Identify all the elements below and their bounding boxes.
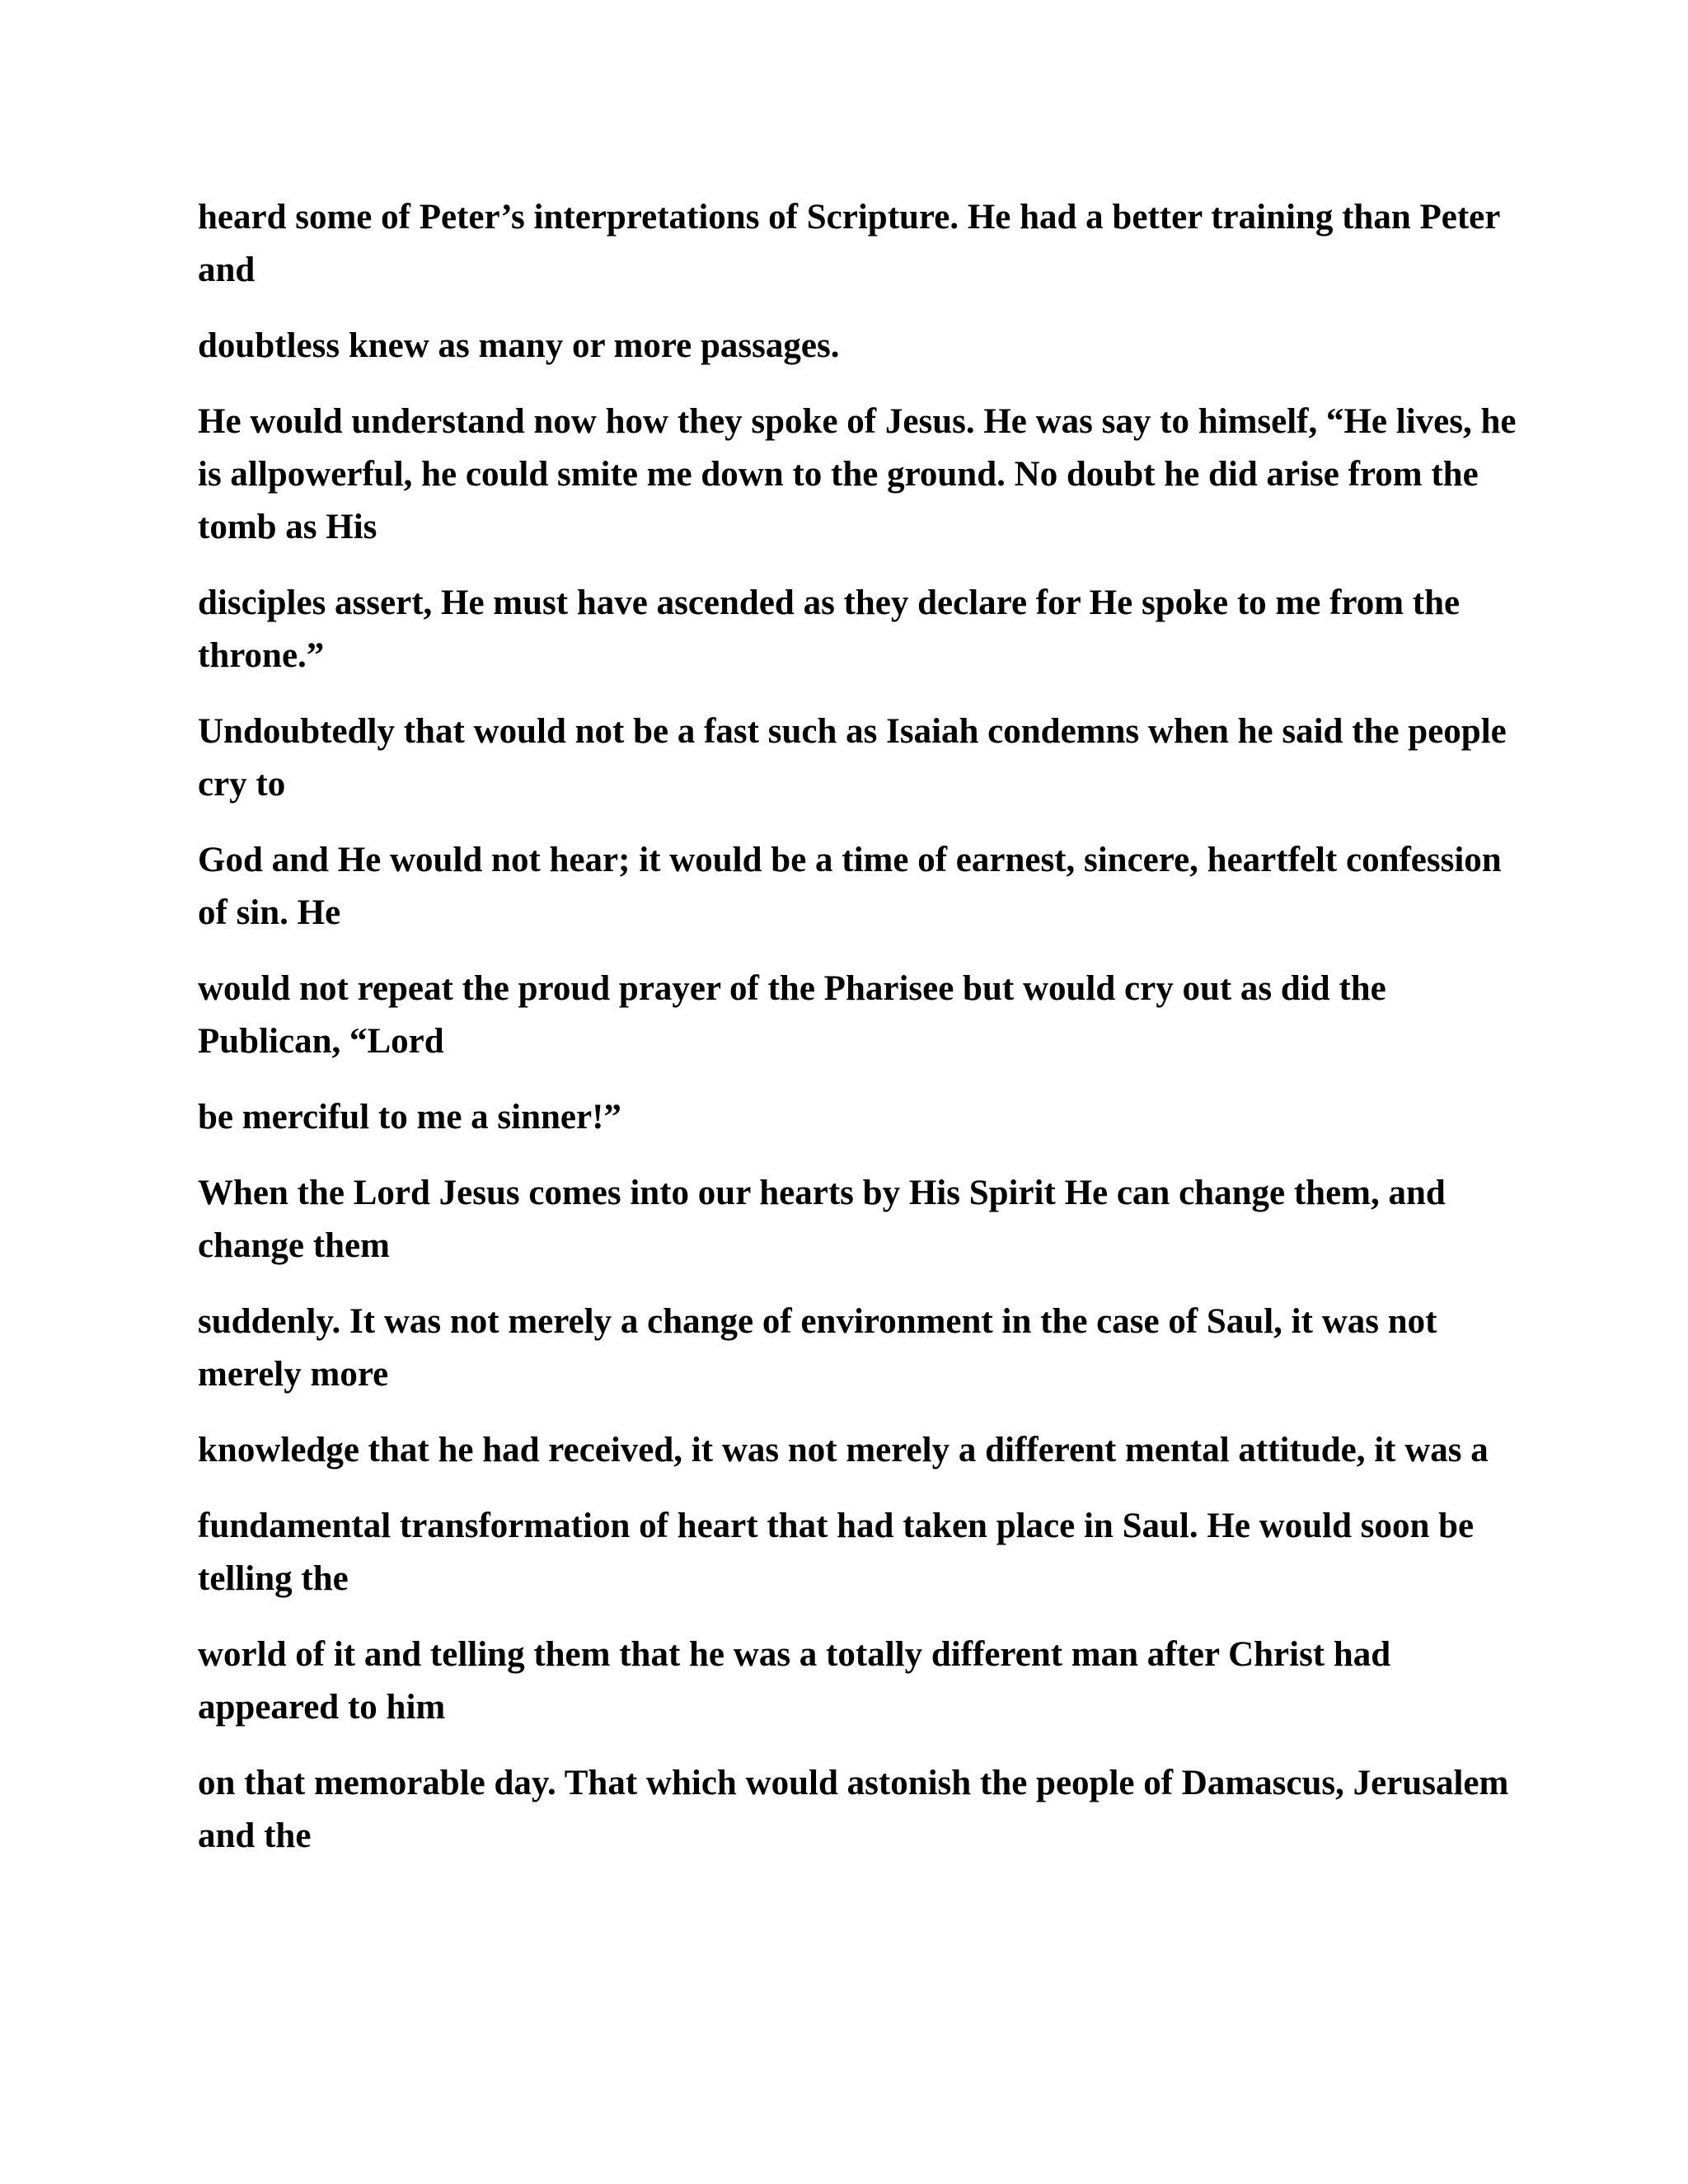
paragraph: heard some of Peter’s interpretations of Scripture. He had a better training than Peter and [198,198,1500,289]
paragraph: God and He would not hear; it would be a time of earnest, sincere, heartfelt confession of sin. He [198,841,1502,932]
paragraph: knowledge that he had received, it was not merely a different mental attitude, it was a [198,1431,1489,1469]
paragraph: suddenly. It was not merely a change of environment in the case of Saul, it was not merely more [198,1302,1437,1394]
paragraph: would not repeat the proud prayer of the Pharisee but would cry out as did the Publican, “Lord [198,969,1386,1061]
body-text [198,191,1517,1886]
paragraph: world of it and telling them that he was a totally different man after Christ had appeared to him [198,1635,1391,1727]
paragraph: doubtless knew as many or more passages. [198,326,840,365]
paragraph: When the Lord Jesus comes into our hearts by His Spirit He can change them, and change them [198,1174,1446,1265]
paragraph: be merciful to me a sinner!” [198,1098,621,1137]
paragraph: fundamental transformation of heart that had taken place in Saul. He would soon be telling the [198,1507,1475,1598]
paragraph: disciples assert, He must have ascended as they declare for He spoke to me from the throne.” [198,583,1461,675]
paragraph: He would understand now how they spoke of Jesus. He was say to himself, “He lives, he is allpowerful, he could smite me down to the ground. No doubt he did arise from the tomb as His [198,402,1517,546]
paragraph: Undoubtedly that would not be a fast such as Isaiah condemns when he said the people cry to [198,712,1507,804]
paragraph: on that memorable day. That which would astonish the people of Damascus, Jerusalem and the [198,1764,1509,1855]
